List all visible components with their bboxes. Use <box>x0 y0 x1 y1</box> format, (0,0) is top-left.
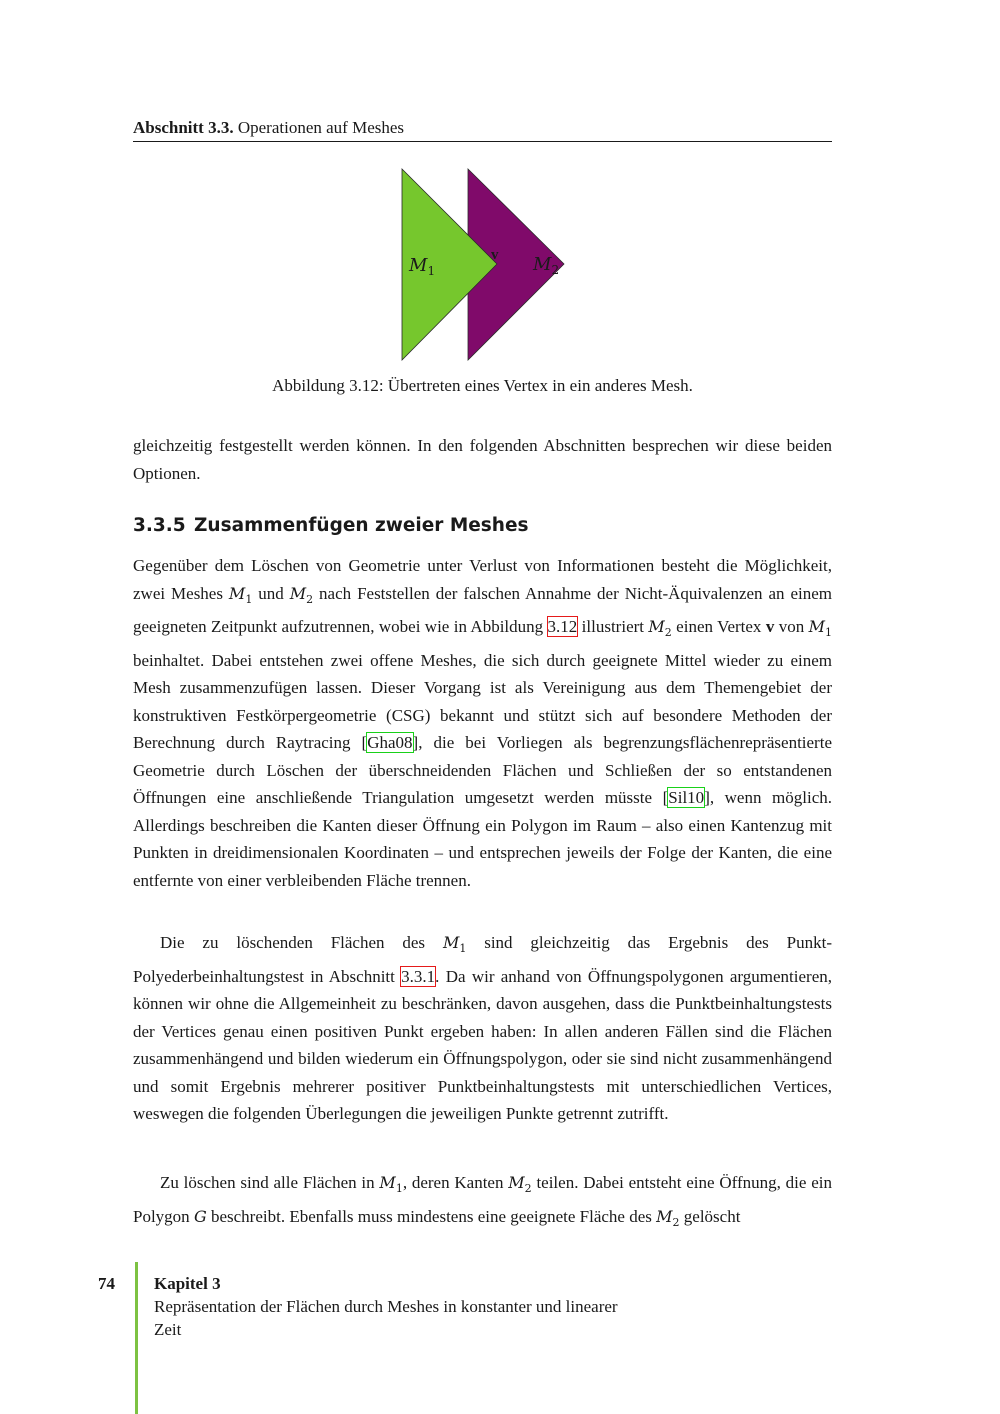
section-heading <box>133 513 832 539</box>
paragraph-2: Die zu löschenden Flächen des $M_1$ sind gleichzeitig das Ergebnis des Punkt-Polyederbeinhaltungstest in Abschnitt 3.3.1. Da wir anhand von Öffnungspolygonen argumentieren, können wir ohne die Allgemeinheit zu beschränken, davon ausgehen, dass die Punktbeinhaltungstests der Vertices genau einen positiven Punkt ergeben haben: In allen anderen Fällen sind die Flächen zusammenhängend und bilden wiederum ein Öffnungspolygon, oder sie sind nicht zusammenhängend und somit Ergebnis mehrerer positiver Punktbeinhaltungstests mit unterschiedlichen Vertices, weswegen die folgenden Überlegungen die jeweiligen Punkte getrennt zutrifft. <box>133 933 833 1124</box>
label-m2: $M_2$ <box>533 254 560 277</box>
footer-chapter: Kapitel 3 <box>154 1274 221 1293</box>
mesh-diagram <box>397 165 572 365</box>
section-title: Zusammenfügen zweier Meshes <box>194 515 529 536</box>
label-vertex-v: v <box>491 247 499 263</box>
section-ref-link[interactable]: 3.3.1 <box>401 966 436 986</box>
paragraph-intro: gleichzeitig festgestellt werden können. In den folgenden Abschnitten besprechen wir diese beiden Optionen. <box>133 436 832 483</box>
footer-chapter-title-line1: Repräsentation der Flächen durch Meshes in konstanter und linearer <box>154 1297 618 1316</box>
citation-link-sil10[interactable]: Sil10 <box>668 788 705 808</box>
footer-accent-bar <box>135 1262 138 1414</box>
footer-chapter-title-line2: Zeit <box>154 1320 182 1339</box>
running-header <box>133 117 832 142</box>
paragraph-1: Gegenüber dem Löschen von Geometrie unter Verlust von Informationen besteht die Möglichkeit, zwei Meshes $M_1$ und $M_2$ nach Feststellen der falschen Annahme der Nicht-Äquivalenzen an einem geeigneten Zeitpunkt aufzutrennen, wobei wie in Abbildung 3.12 illustriert $M_2$ einen Vertex v von $M_1$ beinhaltet. Dabei entstehen zwei offene Meshes, die sich durch geeignete Mittel wieder zu einem Mesh zusammenzufügen lassen. Dieser Vorgang ist als Vereinigung aus dem Themengebiet der konstruktiven Festkörpergeometrie (CSG) bekannt und stützt sich auf besondere Methoden der Berechnung durch Raytracing [Gha08], die bei Vorliegen als begrenzungsflächenrepräsentierte Geometrie durch Löschen der überschneidenden Flächen und Schließen der so entstandenen Öffnungen eine anschließende Triangulation umgesetzt werden müsste [Sil10], wenn möglich. Allerdings beschreiben die Kanten dieser Öffnung ein Polygon im Raum – also einen Kantenzug mit Punkten in dreidimensionalen Koordinaten – und entsprechen jeweils der Folge der Kanten, die eine entfernte von einer verbleibenden Fläche trennen. <box>133 556 832 890</box>
running-footer <box>154 1272 754 1341</box>
label-m1: $M_1$ <box>409 255 436 278</box>
paragraph-3: Zu löschen sind alle Flächen in $M_1$, deren Kanten $M_2$ teilen. Dabei entsteht eine Öffnung, die ein Polygon G beschreibt. Ebenfalls muss mindestens eine geeignete Fläche des $M_2$ gelöscht <box>133 1173 833 1229</box>
figure-3-12 <box>397 165 572 365</box>
header-section-label: Abschnitt 3.3. <box>133 118 234 137</box>
header-section-title: Operationen auf Meshes <box>237 118 405 137</box>
citation-link-gha08[interactable]: Gha08 <box>367 733 413 753</box>
page-number: 74 <box>98 1274 115 1293</box>
section-number: 3.3.5 <box>133 515 186 536</box>
figure-caption: Abbildung 3.12: Übertreten eines Vertex in ein anderes Mesh. <box>272 376 693 395</box>
figure-ref-link[interactable]: 3.12 <box>547 617 578 637</box>
